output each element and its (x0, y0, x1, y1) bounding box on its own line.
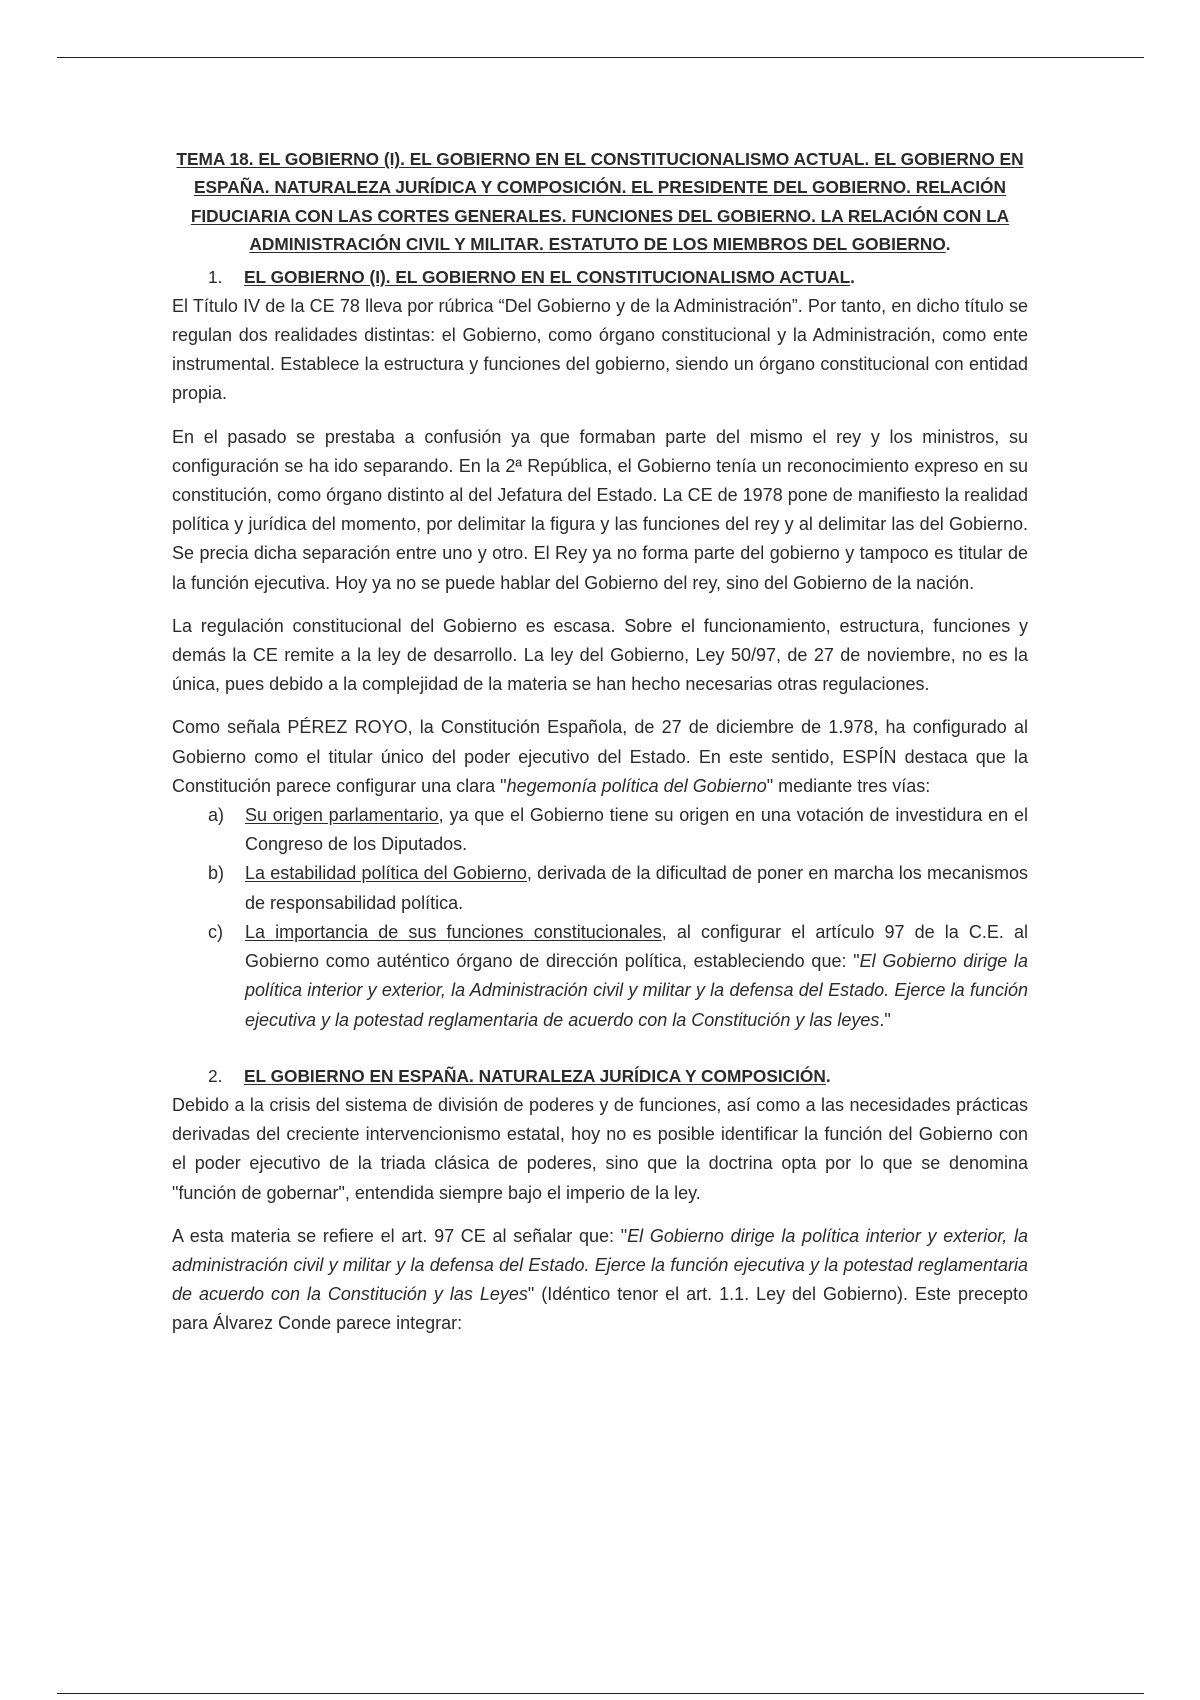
section-1-list (172, 801, 1028, 1035)
list-item-b-text (245, 859, 1028, 917)
list-item-c-end: ." (879, 1009, 891, 1030)
section-2-number: 2. (208, 1065, 223, 1086)
document-body (172, 145, 1028, 1353)
paragraph-4-intro: Como señala PÉREZ ROYO, la Constitución Española, de 27 de diciembre de 1.978, ha configurado al Gobierno como el titular único del poder ejecutivo del Estado. En este sentido, ESPÍN destaca que la Constitución parece configurar una clara " (172, 717, 1028, 796)
list-item-a (172, 801, 1028, 859)
list-item-c-text (245, 918, 1028, 1035)
section-1-number: 1. (208, 266, 223, 287)
section-2-paragraph-2 (172, 1222, 1028, 1339)
section-1-paragraph-1: El Título IV de la CE 78 lleva por rúbrica “Del Gobierno y de la Administración”. Por tanto, en dicho título se regulan dos realidades distintas: el Gobierno, como órgano constitucional y la Administración, como ente instrumental. Establece la estructura y funciones del gobierno, siendo un órgano constitucional con entidad propia. (172, 295, 1028, 404)
list-item-a-label: a) (208, 805, 225, 826)
list-item-c (172, 918, 1028, 1035)
section-2-heading (172, 1062, 1028, 1091)
section-2-paragraph-1: Debido a la crisis del sistema de división de poderes y de funciones, así como a las necesidades prácticas derivadas del creciente intervencionismo estatal, hoy no es posible identificar la función del Gobierno con el poder ejecutivo de la triada clásica de poderes, sino que la doctrina opta por lo que se denomina "función de gobernar", entendida siempre bajo el imperio de la ley. (172, 1094, 1028, 1203)
header-rule (57, 57, 1144, 58)
document-title-text: TEMA 18. EL GOBIERNO (I). EL GOBIERNO EN EL CONSTITUCIONALISMO ACTUAL. EL GOBIERNO EN ESPAÑA. NATURALEZA JURÍDICA Y COMPOSICIÓN. EL PRESIDENTE DEL GOBIERNO. RELACIÓN FIDUCIARIA CON LAS CORTES GENERALES. FUNCIONES DEL GOBIERNO. LA RELACIÓN CON LA ADMINISTRACIÓN CIVIL Y MILITAR. ESTATUTO DE LOS MIEMBROS DEL GOBIERNO (176, 149, 1024, 255)
section-1-heading (172, 263, 1028, 292)
list-item-a-text (245, 801, 1028, 859)
footer-rule (57, 1693, 1144, 1694)
section-1-paragraph-4 (172, 713, 1028, 801)
list-item-c-emphasis: La importancia de sus funciones constitucionales (245, 921, 662, 942)
section-2-heading-text: EL GOBIERNO EN ESPAÑA. NATURALEZA JURÍDICA Y COMPOSICIÓN (244, 1065, 826, 1086)
list-item-c-quote: El Gobierno dirige la política interior y exterior, la Administración civil y militar y la defensa del Estado. Ejerce la función ejecutiva y la potestad reglamentaria de acuerdo con la Constitución y las leyes (245, 951, 1028, 1030)
section-1-heading-text: EL GOBIERNO (I). EL GOBIERNO EN EL CONSTITUCIONALISMO ACTUAL (244, 266, 851, 287)
document-title-period: . (945, 234, 951, 255)
list-item-b-label: b) (208, 863, 225, 884)
section-2-paragraph-2-outro: " (Idéntico tenor el art. 1.1. Ley del Gobierno). Este precepto para Álvarez Conde parece integrar: (172, 1284, 1029, 1334)
section-1-heading-period: . (850, 266, 855, 287)
list-item-b-body: , derivada de la dificultad de poner en marcha los mecanismos de responsabilidad política. (245, 863, 1028, 913)
list-item-b (172, 859, 1028, 917)
list-item-b-emphasis: La estabilidad política del Gobierno (245, 863, 527, 884)
section-2-heading-period: . (825, 1065, 831, 1086)
list-item-a-body: , ya que el Gobierno tiene su origen en una votación de investidura en el Congreso de los Diputados. (245, 805, 1028, 855)
section-2-paragraph-2-quote: El Gobierno dirige la política interior y exterior, la administración civil y militar y la defensa del Estado. Ejerce la función ejecutiva y la potestad reglamentaria de acuerdo con la Constitución y las Leyes (172, 1225, 1028, 1305)
list-item-c-label: c) (208, 921, 223, 942)
section-1-paragraph-3: La regulación constitucional del Gobierno es escasa. Sobre el funcionamiento, estructura, funciones y demás la CE remite a la ley de desarrollo. La ley del Gobierno, Ley 50/97, de 27 de noviembre, no es la única, pues debido a la complejidad de la materia se han hecho necesarias otras regulaciones. (172, 615, 1028, 695)
section-1-paragraph-2: En el pasado se prestaba a confusión ya que formaban parte del mismo el rey y los ministros, su configuración se ha ido separando. En la 2ª República, el Gobierno tenía un reconocimiento expreso en su constitución, como órgano distinto al del Jefatura del Estado. La CE de 1978 pone de manifiesto la realidad política y jurídica del momento, por delimitar la figura y las funciones del rey y al delimitar las del Gobierno. Se precia dicha separación entre uno y otro. El Rey ya no forma parte del gobierno y tampoco es titular de la función ejecutiva. Hoy ya no se puede hablar del Gobierno del rey, sino del Gobierno de la nación. (172, 426, 1028, 593)
document-title (172, 145, 1028, 259)
list-item-a-emphasis: Su origen parlamentario (245, 805, 439, 826)
section-2-paragraph-2-intro: A esta materia se refiere el art. 97 CE al señalar que: " (172, 1225, 628, 1246)
paragraph-4-quote: hegemonía política del Gobierno (506, 775, 767, 796)
paragraph-4-outro: " mediante tres vías: (766, 775, 931, 796)
list-item-c-body: , al configurar el artículo 97 de la C.E. al Gobierno como auténtico órgano de dirección política, estableciendo que: " (245, 921, 1028, 972)
